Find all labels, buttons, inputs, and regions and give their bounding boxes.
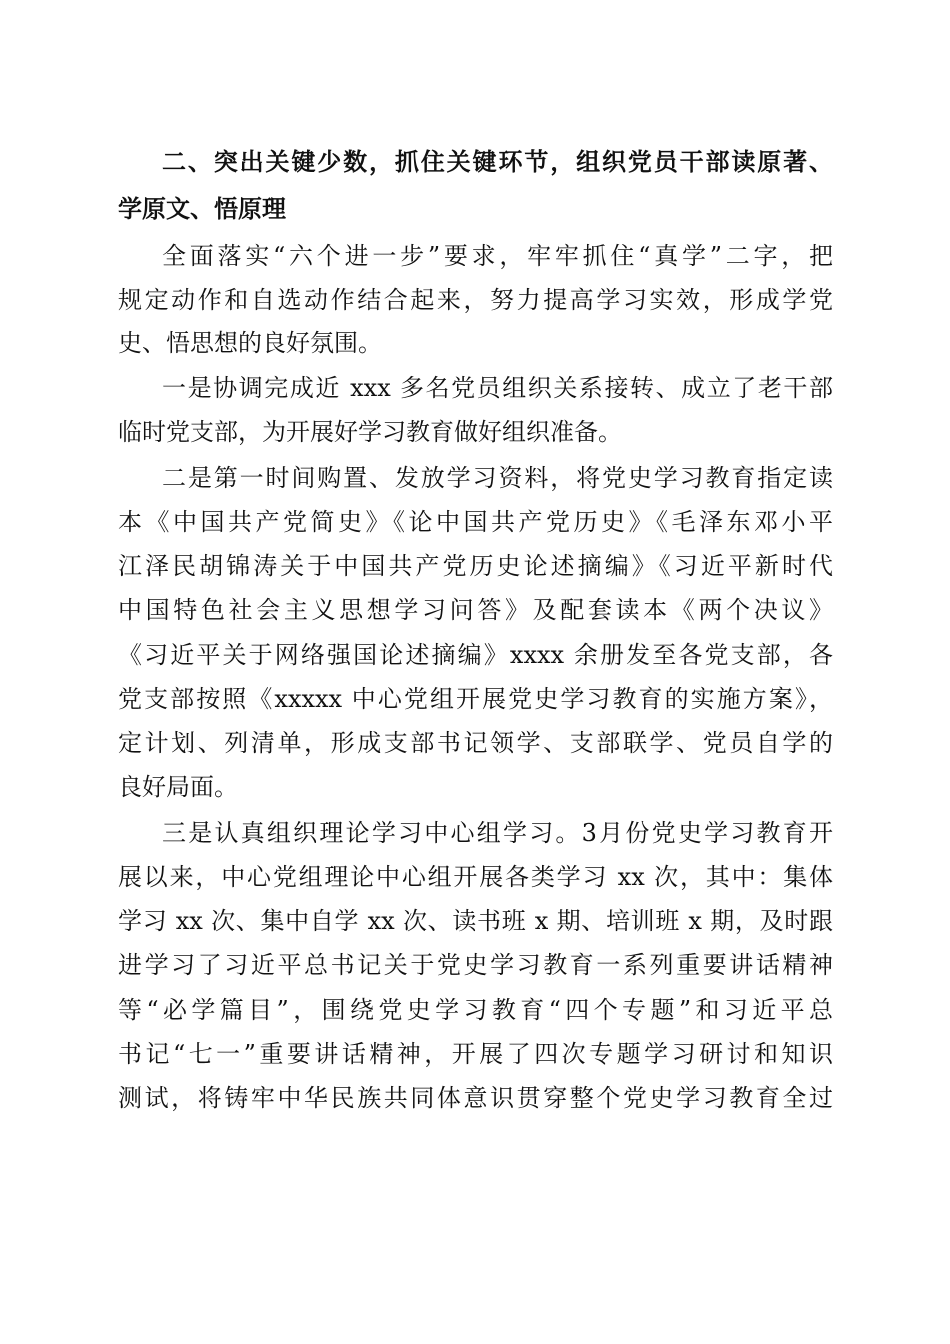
paragraph-line: 二是第一时间购置、发放学习资料，将党史学习教育指定读: [162, 464, 833, 492]
paragraph-line: 江泽民胡锦涛关于中国共产党历史论述摘编》《习近平新时代: [118, 552, 833, 580]
paragraph-line: 《习近平关于网络强国论述摘编》xxxx 余册发至各党支部，各: [118, 641, 833, 669]
paragraph-line: 等“必学篇目”，围绕党史学习教育“四个专题”和习近平总: [118, 996, 833, 1024]
paragraph-line: 良好局面。: [118, 773, 238, 801]
paragraph-line: 史、悟思想的良好氛围。: [118, 329, 382, 357]
heading-line: 学原文、悟原理: [118, 195, 286, 223]
paragraph-line: 中国特色社会主义思想学习问答》及配套读本《两个决议》: [118, 596, 833, 624]
paragraph-line: 进学习了习近平总书记关于党史学习教育一系列重要讲话精神: [118, 951, 833, 979]
paragraph-line: 党支部按照《xxxxx 中心党组开展党史学习教育的实施方案》，: [118, 685, 833, 713]
paragraph-line: 测试，将铸牢中华民族共同体意识贯穿整个党史学习教育全过: [118, 1084, 833, 1112]
paragraph-line: 三是认真组织理论学习中心组学习。3月份党史学习教育开: [162, 819, 833, 847]
paragraph-line: 全面落实“六个进一步”要求，牢牢抓住“真学”二字，把: [162, 242, 833, 270]
heading-line: 二、突出关键少数，抓住关键环节，组织党员干部读原著、: [162, 148, 833, 176]
paragraph-line: 学习 xx 次、集中自学 xx 次、读书班 x 期、培训班 x 期，及时跟: [118, 907, 833, 935]
paragraph-line: 临时党支部，为开展好学习教育做好组织准备。: [118, 418, 622, 446]
paragraph-line: 定计划、列清单，形成支部书记领学、支部联学、党员自学的: [118, 729, 833, 757]
paragraph-line: 展以来，中心党组理论中心组开展各类学习 xx 次，其中：集体: [118, 863, 833, 891]
paragraph-line: 一是协调完成近 xxx 多名党员组织关系接转、成立了老干部: [162, 374, 833, 402]
paragraph-line: 本《中国共产党简史》《论中国共产党历史》《毛泽东邓小平: [118, 508, 833, 536]
paragraph-line: 书记“七一”重要讲话精神，开展了四次专题学习研讨和知识: [118, 1040, 833, 1068]
paragraph-line: 规定动作和自选动作结合起来，努力提高学习实效，形成学党: [118, 286, 833, 314]
